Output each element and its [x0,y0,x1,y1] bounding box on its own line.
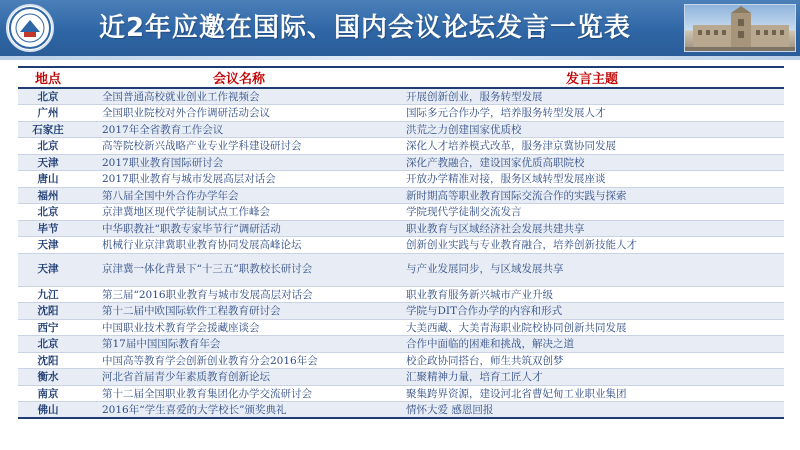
cell-place: 九江 [18,286,78,303]
speech-table [18,66,784,419]
cell-topic: 情怀大爱 感恩回报 [400,402,784,419]
cell-meeting-name: 2017年全省教育工作会议 [78,121,400,138]
page-title: 近2年应邀在国际、国内会议论坛发言一览表 [98,13,632,43]
table-row [18,352,784,369]
cell-meeting-name: 中国高等教育学会创新创业教育分会2016年会 [78,352,400,369]
cell-meeting-name: 2017职业教育国际研讨会 [78,154,400,171]
cell-place: 沈阳 [18,352,78,369]
cell-meeting-name: 全国职业院校对外合作调研活动会议 [78,105,400,122]
cell-place: 天津 [18,253,78,286]
cell-meeting-name: 第三届“2016职业教育与城市发展高层对话会 [78,286,400,303]
header-banner [0,0,800,56]
table-row [18,237,784,254]
table-row [18,187,784,204]
cell-meeting-name: 中国职业技术教育学会援藏座谈会 [78,319,400,336]
cell-topic: 洪荒之力创建国家优质校 [400,121,784,138]
cell-topic: 大美西藏、大美青海职业院校协同创新共同发展 [400,319,784,336]
cell-topic: 合作中面临的困难和挑战，解决之道 [400,336,784,353]
table-header-row [18,67,784,88]
cell-meeting-name: 第十二届中欧国际软件工程教育研讨会 [78,303,400,320]
cell-topic: 深化产教融合，建设国家优质高职院校 [400,154,784,171]
cell-place: 天津 [18,154,78,171]
cell-topic: 职业教育服务新兴城市产业升级 [400,286,784,303]
cell-topic: 学院与DIT合作办学的内容和形式 [400,303,784,320]
table-row [18,138,784,155]
cell-place: 天津 [18,237,78,254]
table-row [18,154,784,171]
cell-meeting-name: 高等院校新兴战略产业专业学科建设研讨会 [78,138,400,155]
cell-topic: 国际多元合作办学，培养服务转型发展人才 [400,105,784,122]
table-row [18,385,784,402]
cell-meeting-name: 河北省首届青少年素质教育创新论坛 [78,369,400,386]
cell-topic: 开放办学精准对接，服务区域转型发展座谈 [400,171,784,188]
table-row [18,369,784,386]
cell-place: 北京 [18,88,78,105]
cell-place: 广州 [18,105,78,122]
table-row [18,220,784,237]
cell-topic: 聚集跨界资源，建设河北省曹妃甸工业职业集团 [400,385,784,402]
cell-topic: 与产业发展同步，与区域发展共享 [400,253,784,286]
cell-topic: 学院现代学徒制交流发言 [400,204,784,221]
table-row [18,253,784,286]
cell-topic: 开展创新创业，服务转型发展 [400,88,784,105]
cell-place: 石家庄 [18,121,78,138]
table-row [18,402,784,419]
cell-place: 福州 [18,187,78,204]
cell-meeting-name: 全国普通高校就业创业工作视频会 [78,88,400,105]
cell-meeting-name: 2016年“学生喜爱的大学校长”颁奖典礼 [78,402,400,419]
school-logo [6,4,54,52]
cell-topic: 新时期高等职业教育国际交流合作的实践与探索 [400,187,784,204]
cell-place: 唐山 [18,171,78,188]
cell-place: 北京 [18,204,78,221]
campus-building-image [684,4,796,52]
cell-place: 沈阳 [18,303,78,320]
table-row [18,88,784,105]
table-row [18,105,784,122]
cell-place: 北京 [18,138,78,155]
cell-meeting-name: 第十二届全国职业教育集团化办学交流研讨会 [78,385,400,402]
cell-topic: 创新创业实践与专业教育融合，培养创新技能人才 [400,237,784,254]
cell-topic: 深化人才培养模式改革，服务津京冀协同发展 [400,138,784,155]
cell-place: 南京 [18,385,78,402]
cell-topic: 汇聚精神力量，培育工匠人才 [400,369,784,386]
column-header-topic: 发言主题 [400,67,784,88]
cell-meeting-name: 京津冀地区现代学徒制试点工作峰会 [78,204,400,221]
cell-place: 衡水 [18,369,78,386]
cell-topic: 职业教育与区域经济社会发展共建共享 [400,220,784,237]
column-header-meeting: 会议名称 [78,67,400,88]
cell-meeting-name: 中华职教社“职教专家毕节行”调研活动 [78,220,400,237]
table-row [18,121,784,138]
cell-meeting-name: 京津冀一体化背景下“十三五”职教校长研讨会 [78,253,400,286]
cell-meeting-name: 第八届全国中外合作办学年会 [78,187,400,204]
cell-place: 西宁 [18,319,78,336]
banner-divider [0,56,800,60]
table-row [18,204,784,221]
table-row [18,336,784,353]
column-header-place: 地点 [18,67,78,88]
table-row [18,303,784,320]
cell-place: 佛山 [18,402,78,419]
cell-place: 北京 [18,336,78,353]
cell-place: 毕节 [18,220,78,237]
cell-meeting-name: 2017职业教育与城市发展高层对话会 [78,171,400,188]
table-row [18,319,784,336]
table-row [18,171,784,188]
table-row [18,286,784,303]
cell-meeting-name: 第17届中国国际教育年会 [78,336,400,353]
cell-meeting-name: 机械行业京津冀职业教育协同发展高峰论坛 [78,237,400,254]
cell-topic: 校企政协同搭台，师生共筑双创梦 [400,352,784,369]
